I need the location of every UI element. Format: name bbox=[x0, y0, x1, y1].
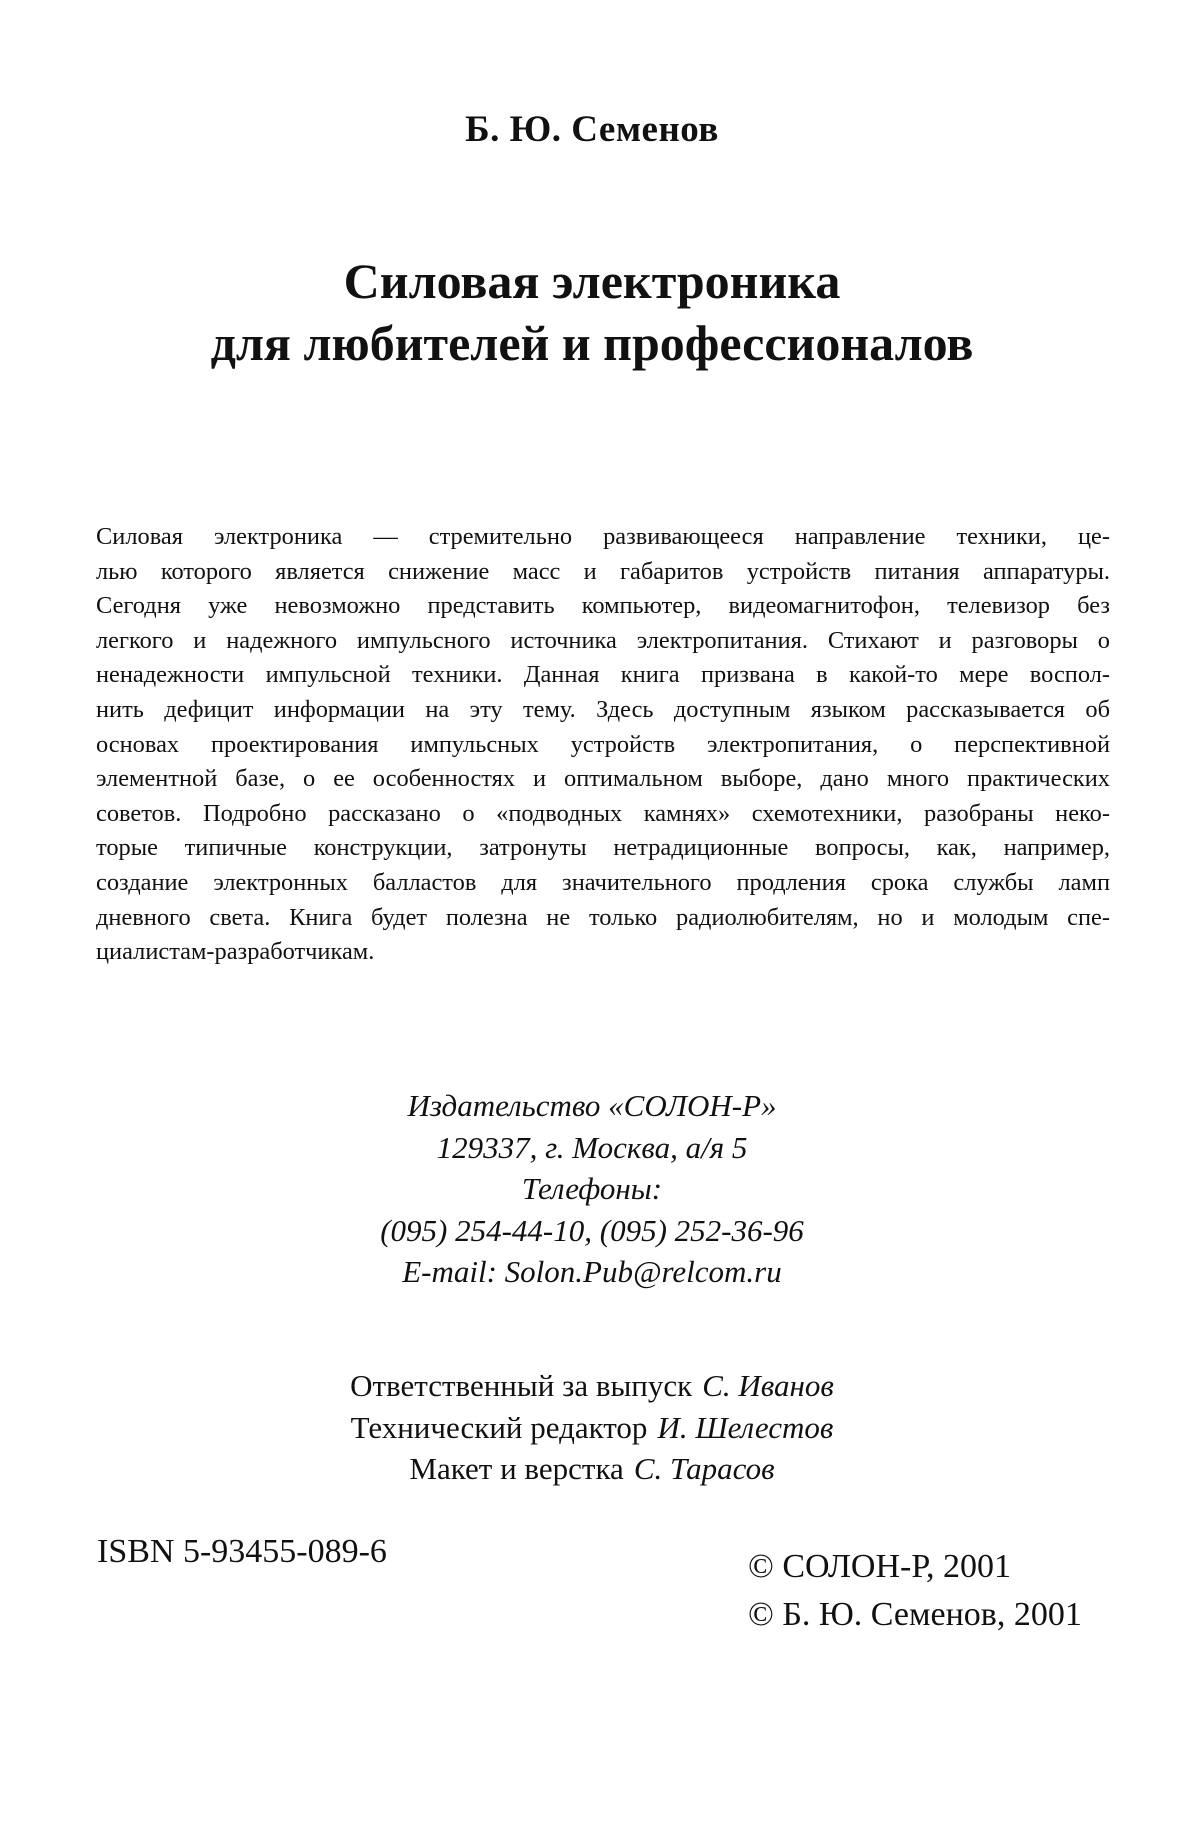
book-title bbox=[0, 250, 1184, 374]
publisher-name: Издательство «СОЛОН-Р» bbox=[407, 1088, 777, 1123]
credit-role: Технический редактор bbox=[350, 1409, 648, 1445]
abstract-line: циалистам-разработчикам. bbox=[96, 938, 375, 966]
author-name: Б. Ю. Семенов bbox=[465, 109, 719, 150]
copyright-publisher: © СОЛОН-Р, 2001 bbox=[748, 1548, 1012, 1585]
publisher-address: 129337, г. Москва, а/я 5 bbox=[436, 1129, 748, 1165]
copyright-author: © Б. Ю. Семенов, 2001 bbox=[748, 1596, 1082, 1633]
credit-role: Ответственный за выпуск bbox=[350, 1368, 693, 1403]
abstract-line: основах проектирования импульсных устройств электропитания, о перспективной bbox=[96, 730, 1110, 758]
abstract-line: легкого и надежного импульсного источника электропитания. Стихают и разговоры о bbox=[96, 626, 1110, 654]
book-abstract bbox=[96, 520, 1110, 970]
credit-person: И. Шелестов bbox=[657, 1409, 834, 1445]
abstract-line: элементной базе, о ее особенностях и оптимальном выборе, дано много практических bbox=[96, 765, 1110, 793]
publisher-email: E-mail: Solon.Pub@relcom.ru bbox=[402, 1254, 782, 1289]
credit-row bbox=[0, 1448, 1184, 1490]
abstract-line: советов. Подробно рассказано о «подводных камнях» схемотехники, разобраны неко- bbox=[96, 799, 1110, 827]
credit-person: С. Тарасов bbox=[633, 1451, 775, 1486]
publisher-phones: (095) 254-44-10, (095) 252-36-96 bbox=[380, 1212, 804, 1248]
abstract-line: Сегодня уже невозможно представить компьютер, видеомагнитофон, телевизор без bbox=[96, 592, 1110, 620]
copyright-block bbox=[748, 1543, 1082, 1639]
isbn: ISBN 5-93455-089-6 bbox=[97, 1533, 387, 1570]
publisher-phones-label: Телефоны: bbox=[521, 1171, 663, 1206]
abstract-line: Силовая электроника — стремительно развивающееся направление техники, це- bbox=[96, 523, 1110, 550]
credit-role: Макет и верстка bbox=[409, 1451, 624, 1486]
credit-row bbox=[0, 1407, 1184, 1449]
credit-person: С. Иванов bbox=[702, 1368, 834, 1403]
abstract-line: лью которого является снижение масс и габаритов устройств питания аппаратуры. bbox=[96, 557, 1110, 585]
credits-block bbox=[0, 1365, 1184, 1490]
abstract-line: дневного света. Книга будет полезна не только радиолюбителям, но и молодым спе- bbox=[96, 903, 1110, 931]
abstract-line: нить дефицит информации на эту тему. Здесь доступным языком рассказывается об bbox=[96, 695, 1110, 723]
book-title-line-2: для любителей и профессионалов bbox=[210, 315, 974, 371]
abstract-line: ненадежности импульсной техники. Данная книга призвана в какой-то мере воспол- bbox=[96, 661, 1110, 689]
credit-row bbox=[0, 1365, 1184, 1407]
publisher-block bbox=[0, 1085, 1184, 1293]
abstract-line: торые типичные конструкции, затронуты нетрадиционные вопросы, как, например, bbox=[96, 834, 1110, 862]
book-title-line-1: Силовая электроника bbox=[343, 253, 841, 309]
abstract-line: создание электронных балластов для значительного продления срока службы ламп bbox=[96, 868, 1110, 896]
